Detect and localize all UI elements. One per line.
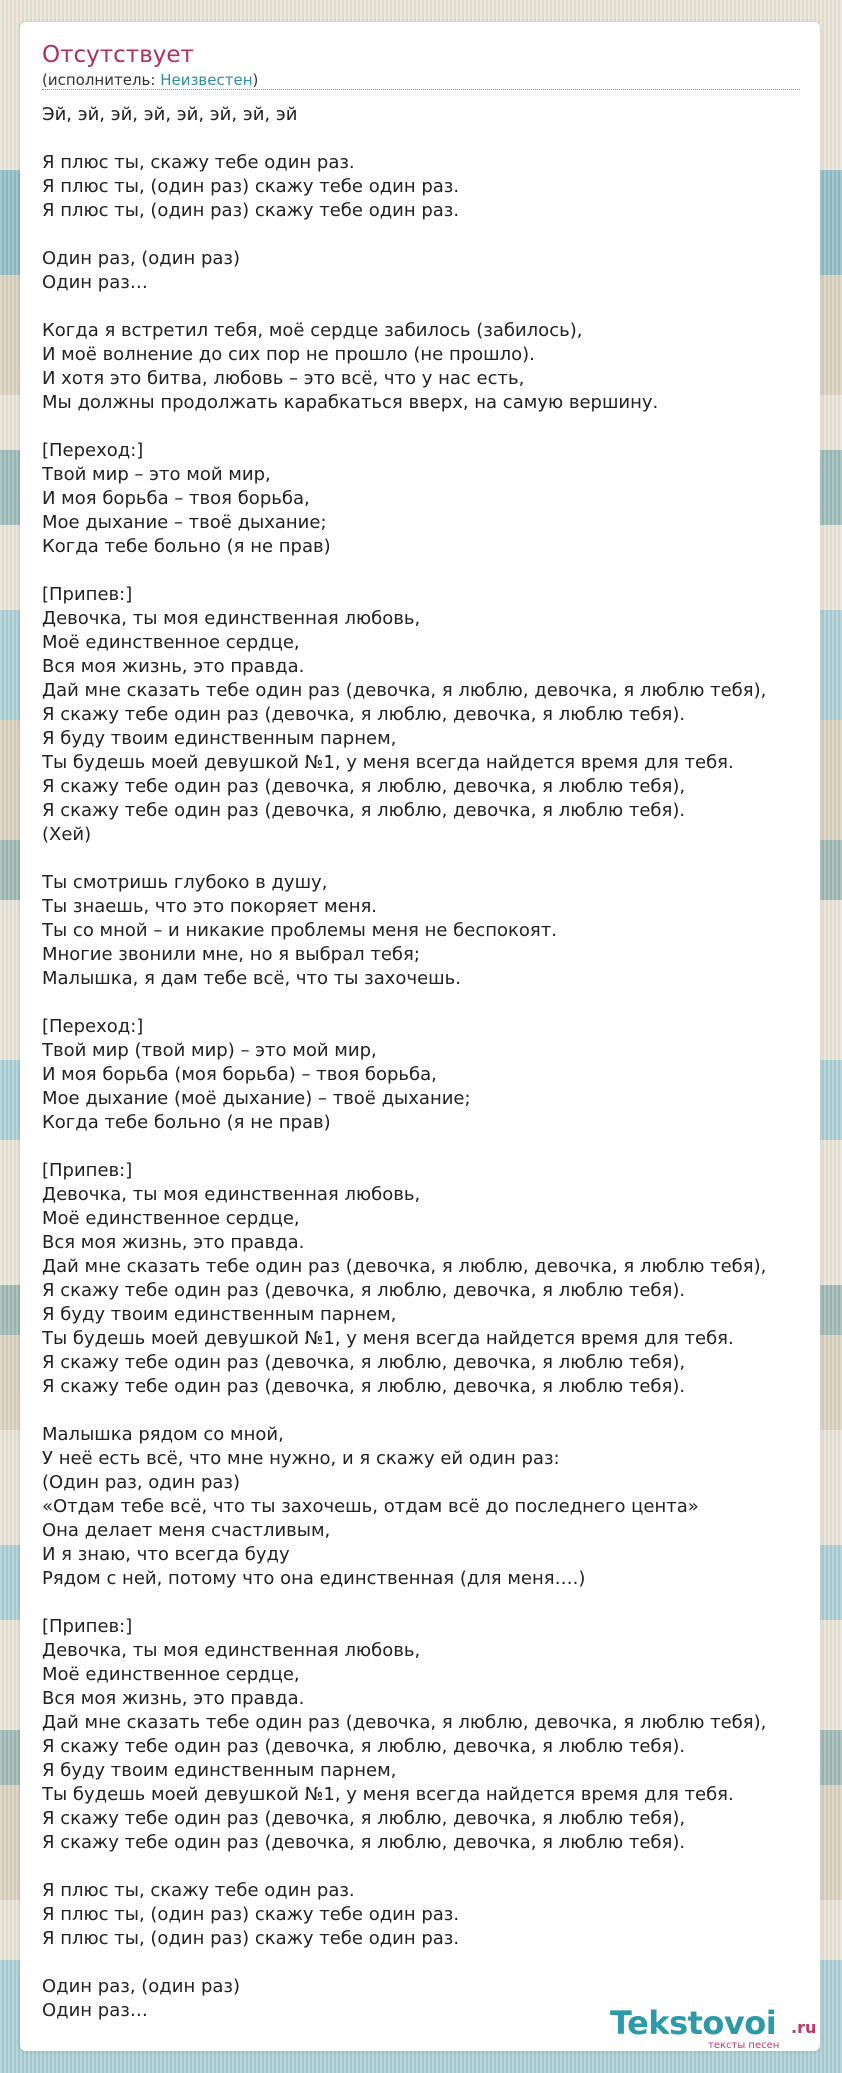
- lyric-line: Я плюс ты, скажу тебе один раз.: [42, 1880, 355, 1901]
- lyric-line: И моя борьба – твоя борьба,: [42, 488, 310, 509]
- lyric-blank-line: [42, 1591, 842, 1615]
- lyric-line: Она делает меня счастливым,: [42, 1520, 331, 1541]
- lyric-line: Мы должны продолжать карабкаться вверх, на самую вершину.: [42, 392, 659, 413]
- lyric-line: Ты будешь моей девушкой №1, у меня всегда найдется время для тебя.: [42, 1784, 734, 1805]
- lyric-line: Один раз, (один раз): [42, 1976, 240, 1997]
- logo-tagline: тексты песен: [708, 2040, 780, 2051]
- lyric-line: Я буду твоим единственным парнем,: [42, 1304, 397, 1325]
- lyric-line: Я плюс ты, (один раз) скажу тебе один раз.: [42, 1904, 460, 1925]
- lyric-line: Ты будешь моей девушкой №1, у меня всегда найдется время для тебя.: [42, 1328, 734, 1349]
- lyric-line: Рядом с ней, потому что она единственная (для меня….): [42, 1568, 586, 1589]
- lyric-line: Мое дыхание (моё дыхание) – твоё дыхание;: [42, 1088, 471, 1109]
- lyric-line: Ты знаешь, что это покоряет меня.: [42, 896, 378, 917]
- lyric-blank-line: [42, 127, 842, 151]
- artist-prefix: (исполнитель:: [42, 71, 161, 89]
- lyric-blank-line: [42, 1855, 842, 1879]
- lyric-line: Девочка, ты моя единственная любовь,: [42, 608, 421, 629]
- lyric-line: Один раз…: [42, 2000, 148, 2021]
- lyric-blank-line: [42, 415, 842, 439]
- lyric-line: Моё единственное сердце,: [42, 1664, 300, 1685]
- lyric-line: И я знаю, что всегда буду: [42, 1544, 290, 1565]
- lyric-line: [Припев:]: [42, 584, 133, 605]
- lyric-line: Девочка, ты моя единственная любовь,: [42, 1184, 421, 1205]
- lyric-line: Ты будешь моей девушкой №1, у меня всегда найдется время для тебя.: [42, 752, 734, 773]
- lyric-line: Многие звонили мне, но я выбрал тебя;: [42, 944, 420, 965]
- lyric-blank-line: [42, 223, 842, 247]
- lyric-line: И хотя это битва, любовь – это всё, что у нас есть,: [42, 368, 525, 389]
- lyric-line: Я скажу тебе один раз (девочка, я люблю, девочка, я люблю тебя).: [42, 1736, 686, 1757]
- lyric-line: Я скажу тебе один раз (девочка, я люблю, девочка, я люблю тебя),: [42, 1352, 686, 1373]
- lyric-line: Моё единственное сердце,: [42, 1208, 300, 1229]
- lyric-line: (Хей): [42, 824, 92, 845]
- lyric-line: Один раз, (один раз): [42, 248, 240, 269]
- lyric-line: Ты смотришь глубоко в душу,: [42, 872, 328, 893]
- lyric-blank-line: [42, 991, 842, 1015]
- lyric-blank-line: [42, 1135, 842, 1159]
- lyric-line: Я скажу тебе один раз (девочка, я люблю, девочка, я люблю тебя),: [42, 1808, 686, 1829]
- lyric-line: Вся моя жизнь, это правда.: [42, 656, 305, 677]
- lyric-line: У неё есть всё, что мне нужно, и я скажу ей один раз:: [42, 1448, 560, 1469]
- lyric-line: [Припев:]: [42, 1616, 133, 1637]
- lyric-blank-line: [42, 295, 842, 319]
- lyric-line: Когда тебе больно (я не прав): [42, 1112, 331, 1133]
- lyric-line: Эй, эй, эй, эй, эй, эй, эй, эй: [42, 104, 298, 125]
- logo-domain: .ru: [791, 2018, 817, 2037]
- lyric-line: «Отдам тебе всё, что ты захочешь, отдам всё до последнего цента»: [42, 1496, 699, 1517]
- lyric-blank-line: [42, 559, 842, 583]
- lyric-blank-line: [42, 1399, 842, 1423]
- lyric-line: Я скажу тебе один раз (девочка, я люблю, девочка, я люблю тебя).: [42, 800, 686, 821]
- lyric-line: Я буду твоим единственным парнем,: [42, 1760, 397, 1781]
- lyric-line: Мое дыхание – твоё дыхание;: [42, 512, 327, 533]
- artist-suffix: ): [252, 71, 259, 89]
- lyric-line: (Один раз, один раз): [42, 1472, 240, 1493]
- lyric-line: Моё единственное сердце,: [42, 632, 300, 653]
- lyric-line: Я скажу тебе один раз (девочка, я люблю, девочка, я люблю тебя).: [42, 1376, 686, 1397]
- lyric-line: [Переход:]: [42, 1016, 144, 1037]
- song-title: Отсутствует: [42, 42, 194, 68]
- lyric-line: Малышка, я дам тебе всё, что ты захочешь.: [42, 968, 461, 989]
- lyric-line: Когда я встретил тебя, моё сердце забилось (забилось),: [42, 320, 583, 341]
- lyric-line: Девочка, ты моя единственная любовь,: [42, 1640, 421, 1661]
- lyric-line: Твой мир – это мой мир,: [42, 464, 271, 485]
- lyric-line: [Припев:]: [42, 1160, 133, 1181]
- lyric-line: Когда тебе больно (я не прав): [42, 536, 331, 557]
- lyric-blank-line: [42, 847, 842, 871]
- lyric-blank-line: [42, 1951, 842, 1975]
- lyric-line: Дай мне сказать тебе один раз (девочка, я люблю, девочка, я люблю тебя),: [42, 1712, 767, 1733]
- title-divider: [42, 89, 800, 90]
- lyric-line: Я скажу тебе один раз (девочка, я люблю, девочка, я люблю тебя).: [42, 704, 686, 725]
- logo-wordmark: Tekstovoi: [610, 2004, 777, 2042]
- artist-link[interactable]: Неизвестен: [160, 71, 253, 89]
- lyrics-text: [42, 103, 842, 2023]
- lyric-line: Дай мне сказать тебе один раз (девочка, я люблю, девочка, я люблю тебя),: [42, 680, 767, 701]
- lyric-line: Я буду твоим единственным парнем,: [42, 728, 397, 749]
- lyric-line: Твой мир (твой мир) – это мой мир,: [42, 1040, 377, 1061]
- lyric-line: Я скажу тебе один раз (девочка, я люблю, девочка, я люблю тебя),: [42, 776, 686, 797]
- lyric-line: Я плюс ты, (один раз) скажу тебе один раз.: [42, 176, 460, 197]
- lyric-line: [Переход:]: [42, 440, 144, 461]
- lyric-line: Дай мне сказать тебе один раз (девочка, я люблю, девочка, я люблю тебя),: [42, 1256, 767, 1277]
- artist-line: [42, 70, 258, 90]
- lyric-line: И моя борьба (моя борьба) – твоя борьба,: [42, 1064, 437, 1085]
- lyric-line: Вся моя жизнь, это правда.: [42, 1688, 305, 1709]
- lyric-line: Малышка рядом со мной,: [42, 1424, 284, 1445]
- lyric-line: Вся моя жизнь, это правда.: [42, 1232, 305, 1253]
- lyric-line: Я плюс ты, скажу тебе один раз.: [42, 152, 355, 173]
- lyric-line: Ты со мной – и никакие проблемы меня не беспокоят.: [42, 920, 557, 941]
- lyric-line: Я скажу тебе один раз (девочка, я люблю, девочка, я люблю тебя).: [42, 1832, 686, 1853]
- lyric-line: Я плюс ты, (один раз) скажу тебе один раз.: [42, 1928, 460, 1949]
- site-logo[interactable]: [610, 2005, 820, 2051]
- lyric-line: Я скажу тебе один раз (девочка, я люблю, девочка, я люблю тебя).: [42, 1280, 686, 1301]
- lyric-line: Один раз…: [42, 272, 148, 293]
- lyric-line: И моё волнение до сих пор не прошло (не прошло).: [42, 344, 535, 365]
- lyric-line: Я плюс ты, (один раз) скажу тебе один раз.: [42, 200, 460, 221]
